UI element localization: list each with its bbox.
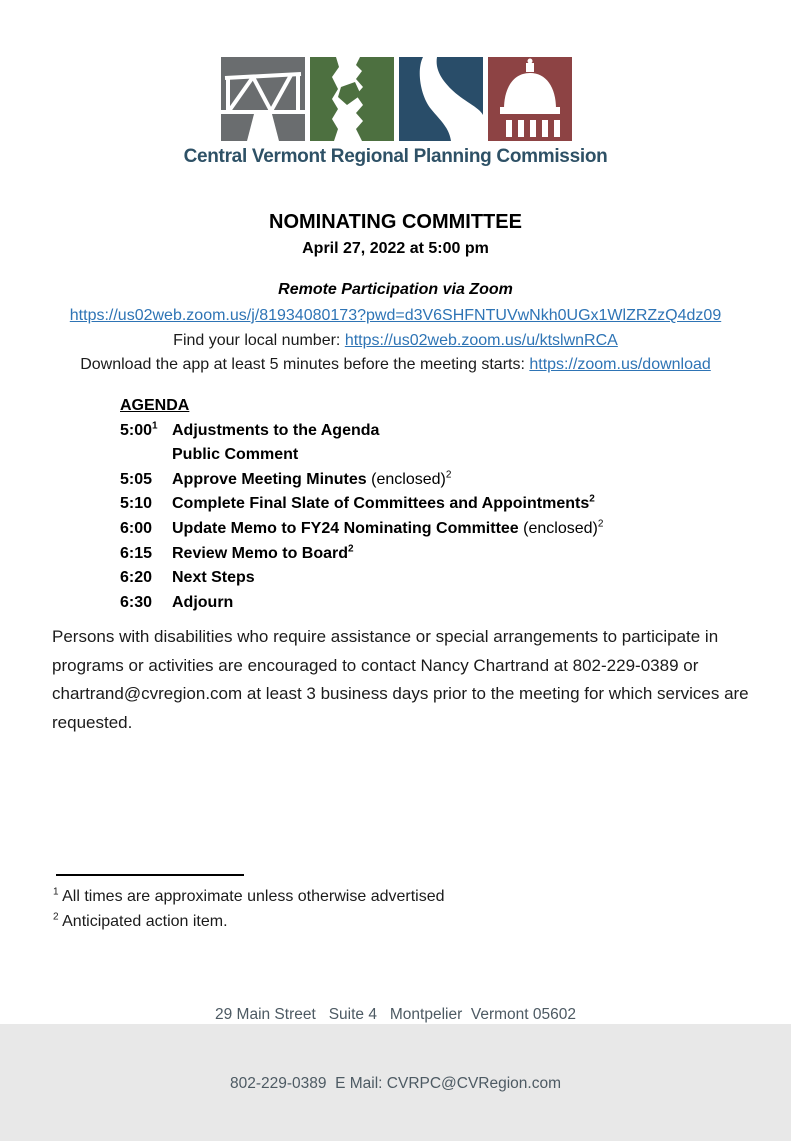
zoom-join-line	[0, 307, 791, 325]
agenda-item-title: Public Comment	[172, 446, 299, 464]
download-app-label: Download the app at least 5 minutes before the meeting starts:	[80, 356, 530, 373]
capitol-dome-icon	[488, 57, 572, 141]
footnotes	[53, 884, 445, 934]
footnote-divider	[56, 874, 244, 876]
agenda-row	[120, 542, 603, 567]
agenda-time: 6:15	[120, 544, 153, 562]
footer-contact: 802-229-0389 E Mail: CVRPC@CVRegion.com	[229, 1075, 562, 1092]
agenda-time: 6:30	[120, 593, 153, 611]
agenda-row	[120, 419, 603, 444]
agenda-section	[120, 394, 603, 615]
footer-address: 29 Main Street Suite 4 Montpelier Vermont 05602	[214, 1006, 576, 1023]
agenda-row	[120, 591, 603, 616]
zoom-join-link[interactable]: https://us02web.zoom.us/j/81934080173?pwd=d3V6SHFNTUVwNkh0UGx1WlZRZzQ4dz09	[69, 307, 722, 324]
agenda-time: $5:00^1$	[120, 420, 158, 439]
agenda-time: 6:00	[120, 519, 153, 537]
agenda-row	[120, 468, 603, 493]
cvrpc-logo	[221, 57, 572, 141]
agenda-item-title: Update Memo to FY24 Nominating Committee (enclosed)$^2$	[172, 518, 604, 537]
agenda-item-title: Review Memo to Board$^2$	[172, 543, 354, 562]
accessibility-notice: Persons with disabilities who require assistance or special arrangements to participate in programs or activities are encouraged to contact Nancy Chartrand at 802-229-0389 or chartrand@cvregion.com at least 3 business days prior to the meeting for which services are requested.	[52, 627, 749, 732]
local-number-link[interactable]: https://us02web.zoom.us/u/ktslwnRCA	[344, 332, 618, 349]
agenda-row	[120, 517, 603, 542]
agenda-heading: AGENDA	[120, 397, 190, 414]
local-number-label: Find your local number:	[173, 332, 345, 349]
remote-participation-heading: Remote Participation via Zoom	[278, 281, 513, 298]
vermont-map-icon	[310, 57, 394, 141]
agenda-row	[120, 492, 603, 517]
agenda-item-title: Complete Final Slate of Committees and Appointments$^2$	[172, 494, 595, 513]
meeting-title: NOMINATING COMMITTEE	[269, 211, 522, 233]
agenda-row	[120, 443, 603, 468]
agenda-item-title: Adjourn	[172, 593, 234, 611]
agenda-time: 6:20	[120, 569, 153, 587]
meeting-datetime: April 27, 2022 at 5:00 pm	[302, 240, 489, 257]
river-icon	[399, 57, 483, 141]
footnote-1: $^1$ All times are approximate unless otherwise advertised	[53, 886, 445, 905]
footnote-2: $^2$ Anticipated action item.	[53, 911, 228, 930]
agenda-time: 5:05	[120, 470, 153, 488]
page-footer	[0, 957, 791, 1141]
agenda-time	[120, 443, 172, 468]
agenda-row	[120, 566, 603, 591]
local-number-line	[0, 332, 791, 350]
agenda-item-title: Approve Meeting Minutes (enclosed)$^2$	[172, 469, 452, 488]
zoom-download-link[interactable]: https://zoom.us/download	[529, 356, 711, 373]
agenda-time: 5:10	[120, 495, 153, 513]
download-app-line	[0, 356, 791, 374]
agenda-item-title: Next Steps	[172, 569, 255, 587]
logo-caption: Central Vermont Regional Planning Commission	[183, 146, 608, 167]
covered-bridge-icon	[221, 57, 305, 141]
agenda-item-title: Adjustments to the Agenda	[172, 421, 380, 439]
